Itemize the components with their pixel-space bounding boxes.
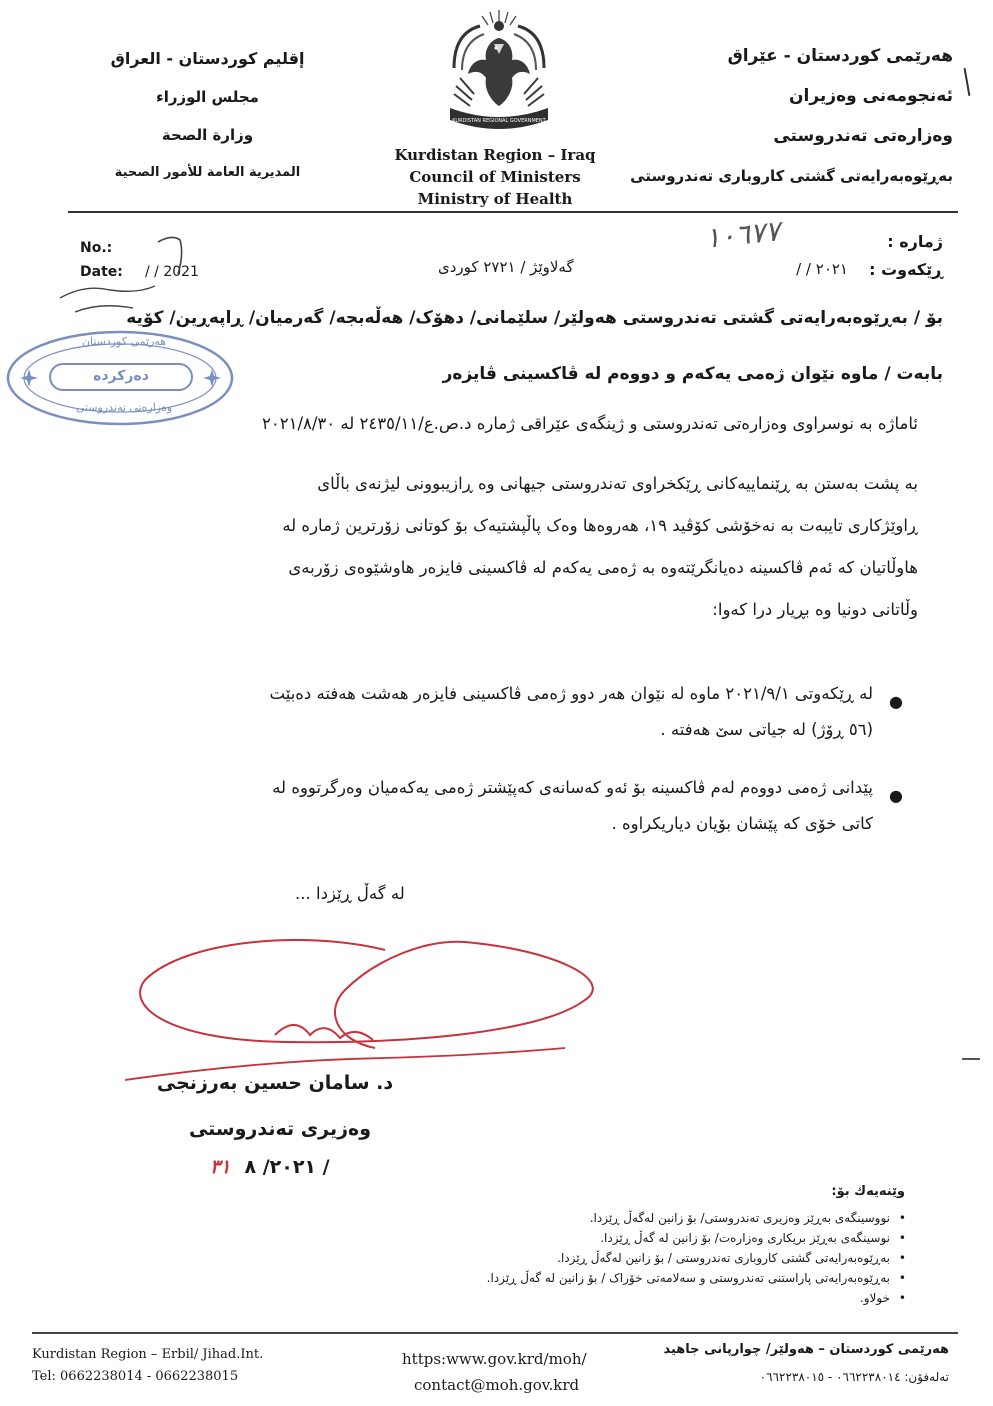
header-divider: [68, 211, 958, 213]
header-english-block: [380, 144, 610, 210]
cc-item: • بەڕێوەبەرایەتی گشتی کاروباری تەندروستی / بۆ زانین لەگەڵ ڕێزدا.: [348, 1248, 908, 1268]
footer-email-link[interactable]: contact@moh.gov.krd: [414, 1376, 580, 1394]
edge-mark: [962, 1058, 980, 1060]
bullet-2-line1: پێدانی ژەمی دووەم لەم ڤاکسینە بۆ ئەو کەسانەی کەپێشتر ژەمی یەکەمیان وەرگرتووە لە: [272, 778, 873, 797]
krg-emblem: [440, 8, 558, 138]
header-arabic-line3: وزارة الصحة: [161, 126, 254, 144]
signature-date: [210, 1156, 330, 1178]
header-english-line2: Council of Ministers: [409, 168, 581, 186]
paragraph-line-3: هاوڵاتیان کە ئەم ڤاکسینە دەیانگرێتەوە بە ژەمی یەکەم لە ڤاکسینی فایزەر هاوشێوەی زۆربەی: [288, 558, 918, 577]
footer-divider: [32, 1332, 958, 1334]
bullet-1-line1: لە ڕێکەوتی ٢٠٢١/٩/١ ماوە لە نێوان هەر دوو ژەمی ڤاکسینی فایزەر هەشت هەفتە دەبێت: [269, 684, 873, 703]
bullet-dot-icon: ●: [889, 692, 903, 711]
bullet-1-line2: (٥٦ ڕۆژ) لە جیاتی سێ هەفتە .: [660, 720, 873, 739]
paragraph-line-4: وڵاتانی دونیا وە بڕیار درا کەوا:: [712, 600, 918, 619]
signature-date-handwritten: ٣١: [210, 1156, 231, 1178]
date-label-ku: ڕێکەوت :: [869, 260, 943, 279]
header-arabic-line4: المديرية العامة للأمور الصحية: [114, 165, 301, 180]
stamp-bottom-text: وەزارەتی تەندروستی: [75, 401, 173, 414]
footer-address-ku: هەرێمی کوردستان – هەولێر/ چوارپانی جاهید: [663, 1342, 949, 1357]
signatory-title: وەزیری تەندروستی: [188, 1118, 372, 1140]
cc-item: • نوسینگەی بەڕێز بریکاری وەزارەت/ بۆ زانین لە گەڵ ڕێزدا.: [348, 1228, 908, 1248]
stamp-center-text: دەرکردە: [93, 368, 149, 384]
handwritten-signature: [125, 920, 625, 1090]
main-paragraph: [88, 466, 918, 628]
number-label-ku: ژمارە :: [887, 232, 943, 251]
handwritten-seven-mark: [150, 232, 200, 277]
header-kurdish-line4: بەڕێوەبەرایەتی گشتی کاروباری تەندروستی: [630, 167, 953, 185]
header-kurdish-line3: وەزارەتی تەندروستی: [773, 126, 953, 146]
eagle-sun-emblem-icon: [440, 8, 558, 138]
cc-list: [348, 1208, 908, 1308]
bullet-dot-icon: ●: [889, 786, 903, 805]
header-arabic-block: [100, 40, 315, 192]
footer-website-link[interactable]: https:www.gov.krd/moh/: [402, 1350, 587, 1368]
cc-item: • بەڕێوەبەرایەتی پاراستنی تەندروستی و سەلامەتی خۆراک / بۆ زانین لە گەڵ ڕێزدا.: [348, 1268, 908, 1288]
date-label-en: Date:: [80, 264, 123, 280]
date-value-ku: / / ٢٠٢١: [796, 260, 848, 278]
cc-title: وێنەیەك بۆ:: [831, 1184, 905, 1199]
number-value-handwritten: ١٠٦٧٧: [703, 214, 782, 255]
header-arabic-line1: إقليم كوردستان - العراق: [110, 49, 305, 68]
stamp-top-text: هەرێمی کوردستان: [81, 335, 167, 348]
bullet-2-line2: کاتی خۆی کە پێشان بۆیان دیاریکراوە .: [611, 814, 873, 833]
number-label-en: No.:: [80, 240, 113, 256]
signature-date-printed: ٢٠٢١/ ٨ /: [244, 1156, 330, 1178]
bullet-item-2: [93, 770, 903, 842]
subject-line: بابەت / ماوە نێوان ژەمی یەکەم و دووەم لە ڤاکسینی ڤایزەر: [442, 364, 943, 384]
header-kurdish-line2: ئەنجومەنی وەزیران: [788, 86, 953, 106]
cc-item: • نووسینگەی بەڕێز وەزیری تەندروستی/ بۆ زانین لەگەڵ ڕێزدا.: [348, 1208, 908, 1228]
header-kurdish-block: [630, 36, 953, 196]
header-english-line1: Kurdistan Region – Iraq: [394, 146, 596, 164]
closing-line: لە گەڵ ڕێزدا ...: [295, 884, 405, 903]
header-kurdish-line1: هەرێمی کوردستان - عێراق: [727, 46, 953, 66]
paragraph-line-2: ڕاوێژکاری تایبەت بە نەخۆشی کۆڤید ١٩، هەروەها وەک پاڵپشتیەک بۆ کوتانی زۆرترین ژمارە لە: [282, 516, 918, 535]
bullet-item-1: [93, 676, 903, 748]
date-value-en: / / 2021: [145, 264, 199, 280]
reference-line: ئاماژە بە نوسراوی وەزارەتی تەندروستی و ژینگەی عێراقی ژمارە د.ص.ع/٢٤٣٥/١١ لە ٢٠٢١/٨/٣٠: [262, 414, 918, 433]
footer-tel-ku: تەلەفۆن: ٠٦٦٢٢٣٨٠١٤ - ٠٦٦٢٢٣٨٠١٥: [759, 1370, 949, 1384]
header-arabic-line2: مجلس الوزراء: [156, 88, 259, 106]
paragraph-line-1: بە پشت بەستن بە ڕێنماییەکانی ڕێکخراوی تەندروستی جیهانی وە ڕازیبوونی لیژنەی باڵای: [317, 474, 918, 493]
emblem-arc-text: KURDISTAN REGIONAL GOVERNMENT: [452, 118, 546, 124]
header-english-line3: Ministry of Health: [417, 190, 573, 208]
cc-item: • خولاو.: [348, 1288, 908, 1308]
kurdish-calendar-date: گەلاوێژ / ٢٧٢١ کوردی: [438, 258, 574, 276]
recipient-line: بۆ / بەڕێوەبەرایەتی گشتی تەندروستی هەولێر/ سلێمانی/ دهۆک/ هەڵەبجە/ گەرمیان/ ڕاپەڕین/ کۆیە: [126, 308, 943, 328]
signatory-name: د. سامان حسین بەرزنجی: [156, 1072, 394, 1094]
footer-address-en: Kurdistan Region – Erbil/ Jihad.Int.: [32, 1347, 264, 1362]
edge-mark: [964, 68, 971, 96]
footer-tel-en: Tel: 0662238014 - 0662238015: [32, 1369, 239, 1384]
